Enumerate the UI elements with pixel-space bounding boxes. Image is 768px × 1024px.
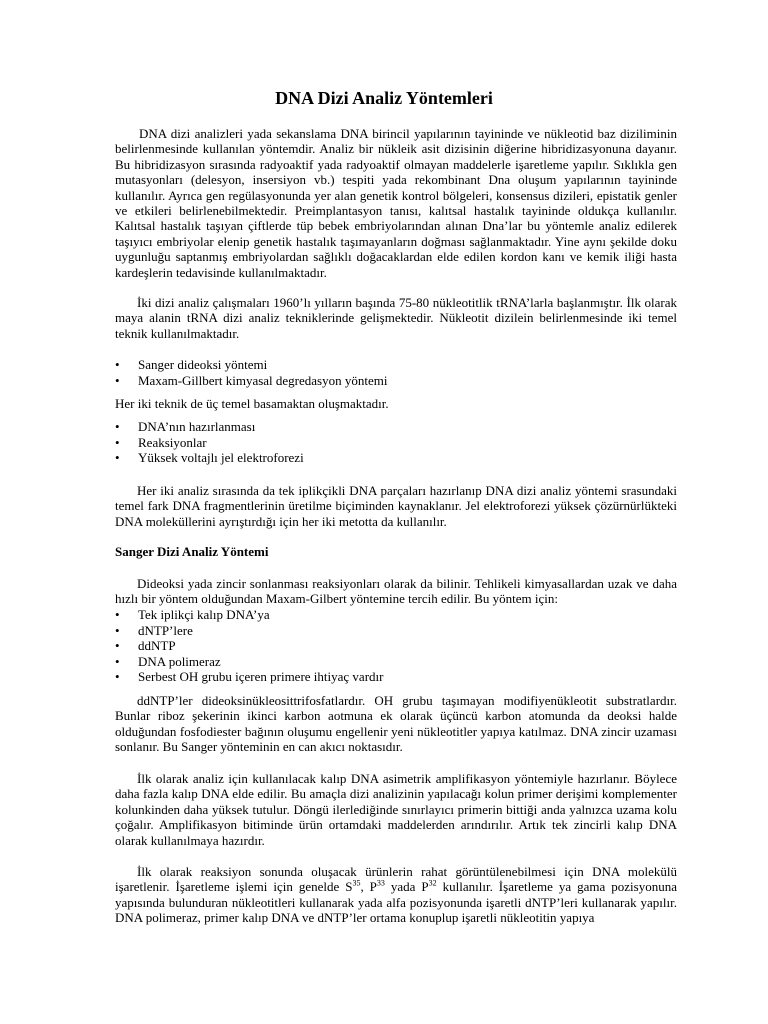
list-item: • Yüksek voltajlı jel elektroforezi: [115, 450, 304, 466]
bullet-list-steps: [115, 419, 304, 466]
labeling-text-part: İlk olarak reaksiyon sonunda oluşacak ürünlerin rahat görüntülenebilmesi için DNA molekülü işaretlenir. İşaretleme işlemi için genelde S: [115, 864, 677, 895]
list-item: • dNTP’lere: [115, 623, 383, 639]
isotope-superscript: 33: [376, 879, 385, 889]
isotope-superscript: 32: [428, 879, 437, 889]
paragraph-labeling: [115, 864, 677, 926]
labeling-text-part: , P: [360, 879, 377, 895]
list-item: • Tek iplikçi kalıp DNA’ya: [115, 607, 383, 623]
list-item: • Reaksiyonlar: [115, 435, 304, 451]
paragraph-ddntp: ddNTP’ler dideoksinükleosittrifosfatlardır. OH grubu taşımayan modifiyenükleotit substratlardır. Bunlar riboz şekerinin ikinci karbon aotmuna ek olarak üçüncü karbon atomunda da deoksi halde olduğundan fosfodiester bağının oluşumu engellenir yeni nükleotitler yapıya katılmaz. DNA zincir uzaması sonlanır. Bu Sanger yönteminin en can akıcı noktasıdır.: [115, 693, 677, 755]
section-heading-sanger: Sanger Dizi Analiz Yöntemi: [115, 544, 269, 559]
paragraph-intro: DNA dizi analizleri yada sekanslama DNA birincil yapılarının tayininde ve nükleotid baz diziliminin belirlenmesinde kullanılan yöntemdir. Analiz bir nükleik asit dizisinin diğerine hibridizasyonuna dayanır. Bu hibridizasyon sırasında radyoaktif yada radyoaktif olmayan maddelerle işaretleme yapılır. Sıklıkla gen mutasyonları (delesyon, insersiyon vb.) tespiti yada rekombinant Dna oluşum yapılarının tayininde kullanılır. Ayrıca gen regülasyonunda yer alan genetik kontrol bölgeleri, konsensus dizileri, epistatik genler ve etkileri belirlenebilmektedir. Preimplantasyon tanısı, kalıtsal hastalık tayininde oldukça kullanılır. Kalıtsal hastalık taşıyan çiftlerde tüp bebek embriyolarından alınan Dna’lar bu yöntemle analiz edilerek taşıyıcı embriyolar elenip genetik hastalık taşımayanların doğması sağlanmaktadır. Yine aynı şekilde doku uygunluğu saptanmış embriyolardan sağlıklı doğacaklardan elde edilen kordon kanı ve kemik iliği hasta kardeşlerin tedavisinde kullanılmaktadır.: [115, 126, 677, 280]
list-item: • Serbest OH grubu içeren primere ihtiyaç vardır: [115, 669, 383, 685]
list-item: • DNA polimeraz: [115, 654, 383, 670]
list-item: • ddNTP: [115, 638, 383, 654]
page-title: DNA Dizi Analiz Yöntemleri: [275, 88, 493, 108]
paragraph-history: İki dizi analiz çalışmaları 1960’lı yılların başında 75-80 nükleotitlik tRNA’larla başlanmıştır. İlk olarak maya alanin tRNA dizi analiz tekniklerinde gelişmektedir. Nükleotit dizilein belirlenmesinde iki temel teknik kullanılmaktadır.: [115, 295, 677, 341]
bullet-list-requirements: [115, 607, 383, 685]
labeling-text-part: kullanılır. İşaretleme ya gama pozisyonuna yapısında bulunduran nükleotitleri kullanarak yada alfa pozisyonunda işaretli dNTP’leri kullanarak yapılır. DNA polimeraz, primer kalıp DNA ve dNTP’ler ortama konuplup işaretli nükleotitin yapıya: [115, 879, 677, 926]
paragraph-steps-intro: Her iki teknik de üç temel basamaktan oluşmaktadır.: [115, 396, 389, 411]
isotope-superscript: 35: [352, 879, 361, 889]
list-item: • DNA’nın hazırlanması: [115, 419, 304, 435]
bullet-list-techniques: [115, 357, 387, 388]
paragraph-difference: Her iki analiz sırasında da tek iplikçikli DNA parçaları hazırlanıp DNA dizi analiz yöntemi srasundaki temel fark DNA fragmentlerinin üretilme biçiminden kaynaklanır. Jel elektroforezi yüksek çözürnürlükteki DNA moleküllerini ayrıştırdığı için her iki metotta da kullanılır.: [115, 483, 677, 529]
list-item: • Sanger dideoksi yöntemi: [115, 357, 387, 373]
paragraph-sanger-intro: Dideoksi yada zincir sonlanması reaksiyonları olarak da bilinir. Tehlikeli kimyasallardan uzak ve daha hızlı bir yöntem olduğundan Maxam-Gilbert yöntemine tercih edilir. Bu yöntem için:: [115, 576, 677, 607]
labeling-text-part: yada P: [384, 879, 429, 895]
paragraph-amplification: İlk olarak analiz için kullanılacak kalıp DNA asimetrik amplifikasyon yöntemiyle hazırlanır. Böylece daha fazla kalıp DNA elde edilir. Bu amaçla dizi analizinin yapılacağı kolun primer derişimi komplementer kolunkinden daha yüksek tutulur. Döngü ilerlediğinde sınırlayıcı primerin bittiği anda yalnızca uzama kolu çoğalır. Amplifikasyon bitiminde ürün ortamdaki maddelerden arındırılır. Artık tek zincirli kalıp DNA olarak kullanılmaya hazırdır.: [115, 771, 677, 848]
list-item: • Maxam-Gillbert kimyasal degredasyon yöntemi: [115, 373, 387, 389]
